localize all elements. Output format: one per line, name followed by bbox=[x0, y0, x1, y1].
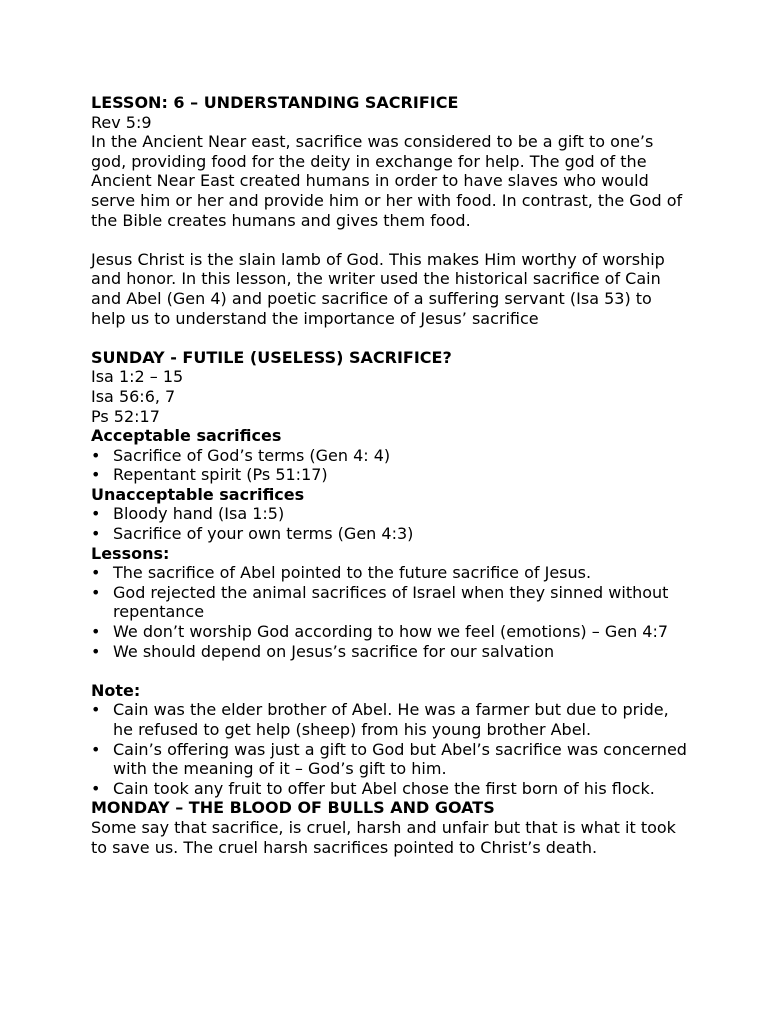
list-item: • Cain’s offering was just a gift to God but Abel’s sacrifice was concerned with the meaning of it – God’s gift to him. bbox=[91, 740, 691, 779]
intro-paragraph: In the Ancient Near east, sacrifice was considered to be a gift to one’s god, providing food for the deity in exchange for help. The god of the Ancient Near East created humans in order to have slaves who would serve him or her and provide him or her with food. In contrast, the God of the Bible creates humans and gives them food. bbox=[91, 132, 683, 230]
document-page bbox=[91, 93, 691, 857]
list-item: • We don’t worship God according to how we feel (emotions) – Gen 4:7 bbox=[91, 622, 691, 642]
list-item: • Sacrifice of God’s terms (Gen 4: 4) bbox=[91, 446, 691, 466]
sunday-heading: SUNDAY - FUTILE (USELESS) SACRIFICE? bbox=[91, 347, 452, 367]
spacer bbox=[91, 328, 691, 348]
spacer bbox=[91, 230, 691, 250]
lesson-reference: Rev 5:9 bbox=[91, 112, 152, 132]
notes-list bbox=[91, 700, 691, 798]
list-item: • We should depend on Jesus’s sacrifice for our salvation bbox=[91, 642, 691, 662]
list-item: • The sacrifice of Abel pointed to the future sacrifice of Jesus. bbox=[91, 563, 691, 583]
unacceptable-heading: Unacceptable sacrifices bbox=[91, 484, 305, 504]
lessons-heading: Lessons: bbox=[91, 543, 170, 563]
list-item: • Cain was the elder brother of Abel. He was a farmer but due to pride, he refused to get help (sheep) from his young brother Abel. bbox=[91, 700, 691, 739]
monday-paragraph: Some say that sacrifice, is cruel, harsh and unfair but that is what it took to save us. The cruel harsh sacrifices pointed to Christ’s death. bbox=[91, 817, 676, 857]
lessons-list bbox=[91, 563, 691, 661]
list-item: • God rejected the animal sacrifices of Israel when they sinned without repentance bbox=[91, 583, 691, 622]
note-heading: Note: bbox=[91, 680, 141, 700]
acceptable-list bbox=[91, 446, 691, 485]
second-paragraph: Jesus Christ is the slain lamb of God. This makes Him worthy of worship and honor. In this lesson, the writer used the historical sacrifice of Cain and Abel (Gen 4) and poetic sacrifice of a suffering servant (Isa 53) to help us to understand the importance of Jesus’ sacrifice bbox=[91, 249, 665, 328]
monday-heading: MONDAY – THE BLOOD OF BULLS AND GOATS bbox=[91, 798, 495, 818]
acceptable-heading: Acceptable sacrifices bbox=[91, 426, 282, 446]
sunday-reference: Ps 52:17 bbox=[91, 406, 160, 426]
list-item: • Repentant spirit (Ps 51:17) bbox=[91, 465, 691, 485]
spacer bbox=[91, 661, 691, 681]
list-item: • Bloody hand (Isa 1:5) bbox=[91, 504, 691, 524]
unacceptable-list bbox=[91, 504, 691, 543]
sunday-reference: Isa 1:2 – 15 bbox=[91, 367, 184, 387]
list-item: • Sacrifice of your own terms (Gen 4:3) bbox=[91, 524, 691, 544]
list-item: • Cain took any fruit to offer but Abel chose the first born of his flock. bbox=[91, 779, 691, 799]
sunday-reference: Isa 56:6, 7 bbox=[91, 386, 176, 406]
lesson-title: LESSON: 6 – UNDERSTANDING SACRIFICE bbox=[91, 93, 459, 112]
